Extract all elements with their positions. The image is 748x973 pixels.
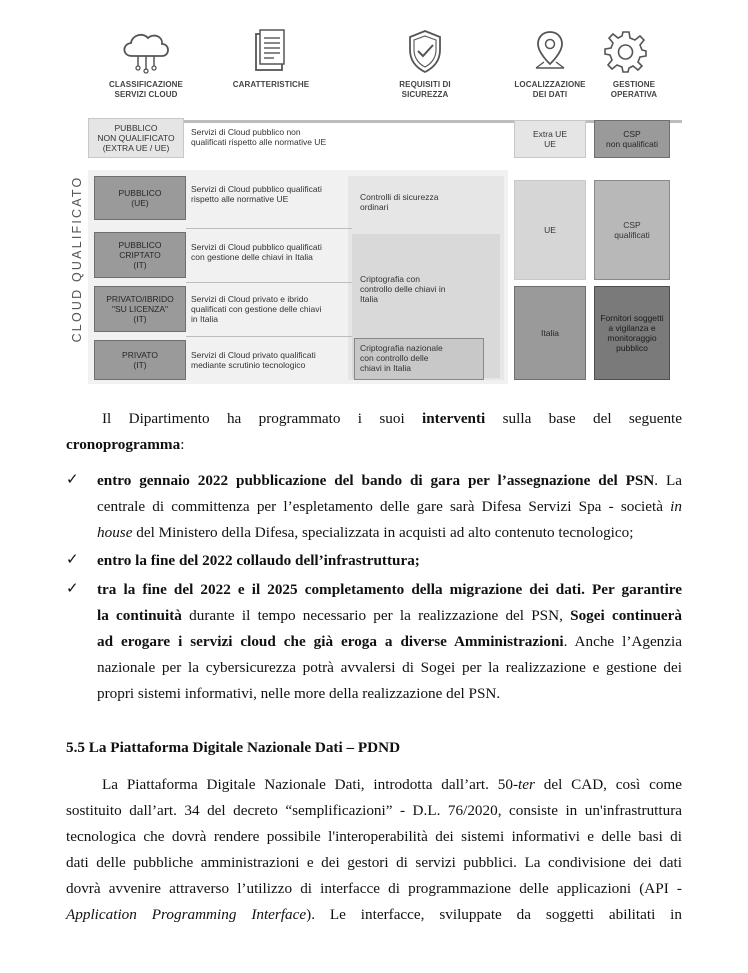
row-label-privato: PRIVATO (IT)	[94, 340, 186, 380]
checkmark-icon: ✓	[66, 552, 79, 568]
security-controlli-ordinari: Controlli di sicurezza ordinari	[360, 192, 439, 212]
header-requisiti: REQUISITI DI SICUREZZA	[399, 80, 451, 99]
header-classificazione: CLASSIFICAZIONE SERVIZI CLOUD	[109, 80, 183, 99]
bullet-3-line-5: propri sistemi informativi, nelle more della realizzazione del PSN.	[97, 685, 501, 702]
gear-icon	[604, 30, 648, 74]
row-label-privato-ibrido: PRIVATO/IBRIDO "SU LICENZA" (IT)	[94, 286, 186, 332]
shield-check-icon	[406, 28, 444, 74]
location-pin-icon	[532, 28, 568, 74]
bullet-2: entro la fine del 2022 collaudo dell’infrastruttura;	[97, 552, 420, 569]
cloud-network-icon	[118, 30, 174, 74]
gestione-csp-qualificati: CSP qualificati	[594, 180, 670, 280]
checkmark-icon: ✓	[66, 581, 79, 597]
gestione-fornitori-soggetti: Fornitori soggetti a vigilanza e monitoraggio pubblico	[594, 286, 670, 380]
header-caratteristiche: CARATTERISTICHE	[232, 80, 310, 89]
bullet-1-line-2: centrale di committenza per l’espletamento delle gare sarà Difesa Servizi Spa - società in	[97, 498, 682, 515]
para-line-2: sostituito dall’art. 34 del decreto “semplificazioni” - D.L. 76/2020, consiste in un'infrastruttura	[66, 802, 682, 819]
para-line-3: tecnologica che dovrà rendere possibile l'interoperabilità dei sistemi informativi e delle basi di	[66, 828, 682, 845]
row-desc-privato-ibrido: Servizi di Cloud privato e ibrido qualificati con gestione delle chiavi in Italia	[191, 294, 322, 324]
security-criptografia-chiavi: Criptografia con controllo delle chiavi in Italia	[360, 274, 446, 304]
row-desc-privato: Servizi di Cloud privato qualificati mediante scrutinio tecnologico	[191, 350, 316, 370]
row-desc-pubblico-ue: Servizi di Cloud pubblico qualificati rispetto alle normative UE	[191, 184, 322, 204]
row-label-pubblico-non-qualificato: PUBBLICO NON QUALIFICATO (EXTRA UE / UE)	[88, 118, 184, 158]
bullet-3-line-4: nazionale per la cybersicurezza potrà avvalersi di Sogei per la realizzazione e gestione dei	[97, 659, 682, 676]
bullet-1-line-1: entro gennaio 2022 pubblicazione del bando di gara per l’assegnazione del PSN. La	[97, 472, 682, 489]
row-line-3	[186, 336, 352, 337]
para-line-4: dati delle pubbliche amministrazioni e dei gestori di servizi pubblici. La condivisione dei dati	[66, 854, 682, 871]
bullet-3-line-2: la continuità durante il tempo necessario per la realizzazione del PSN, Sogei continuerà	[97, 607, 683, 624]
gestione-csp-non-qualificati: CSP non qualificati	[594, 120, 670, 158]
cloud-qualificato-label: CLOUD QUALIFICATO	[70, 175, 84, 343]
para-line-1: La Piattaforma Digitale Nazionale Dati, introdotta dall’art. 50-ter del CAD, così come	[102, 776, 682, 793]
para-line-5: dovrà avvenire attraverso l’utilizzo di interfacce di programmazione delle applicazioni (API -	[66, 880, 682, 897]
checkmark-icon: ✓	[66, 472, 79, 488]
row-label-pubblico-criptato: PUBBLICO CRIPTATO (IT)	[94, 232, 186, 278]
intro-line-2: cronoprogramma:	[66, 436, 185, 453]
para-line-6: Application Programming Interface). Le interfacce, sviluppate da soggetti abilitati in	[66, 906, 682, 923]
intro-line-1: Il Dipartimento ha programmato i suoi interventi sulla base del seguente	[102, 410, 683, 427]
cloud-classification-figure	[66, 20, 682, 384]
header-gestione: GESTIONE OPERATIVA	[610, 80, 658, 99]
row-desc-pubblico-criptato: Servizi di Cloud pubblico qualificati con gestione delle chiavi in Italia	[191, 242, 322, 262]
header-localizzazione: LOCALIZZAZIONE DEI DATI	[514, 80, 586, 99]
row-line-1	[186, 228, 352, 229]
bullet-1-line-3: house del Ministero della Difesa, specializzata in acquisti ad alto contenuto tecnologico;	[97, 524, 634, 541]
row-line-2	[186, 282, 352, 283]
bullet-3-line-3: ad erogare i servizi cloud che già eroga a diverse Amministrazioni. Anche l’Agenzia	[97, 633, 682, 650]
bullet-3-line-1: tra la fine del 2022 e il 2025 completamento della migrazione dei dati. Per garantire	[97, 581, 682, 598]
section-title: 5.5 La Piattaforma Digitale Nazionale Dati – PDND	[66, 739, 401, 756]
document-icon	[252, 28, 288, 74]
loc-italia: Italia	[514, 286, 586, 380]
row-label-pubblico-ue: PUBBLICO (UE)	[94, 176, 186, 220]
loc-ue: UE	[514, 180, 586, 280]
row-desc-pubblico-non-qualificato: Servizi di Cloud pubblico non qualificati rispetto alle normative UE	[191, 127, 327, 147]
security-criptografia-nazionale: Criptografia nazionale con controllo delle chiavi in Italia	[360, 343, 443, 373]
loc-extra-ue: Extra UE UE	[514, 120, 586, 158]
